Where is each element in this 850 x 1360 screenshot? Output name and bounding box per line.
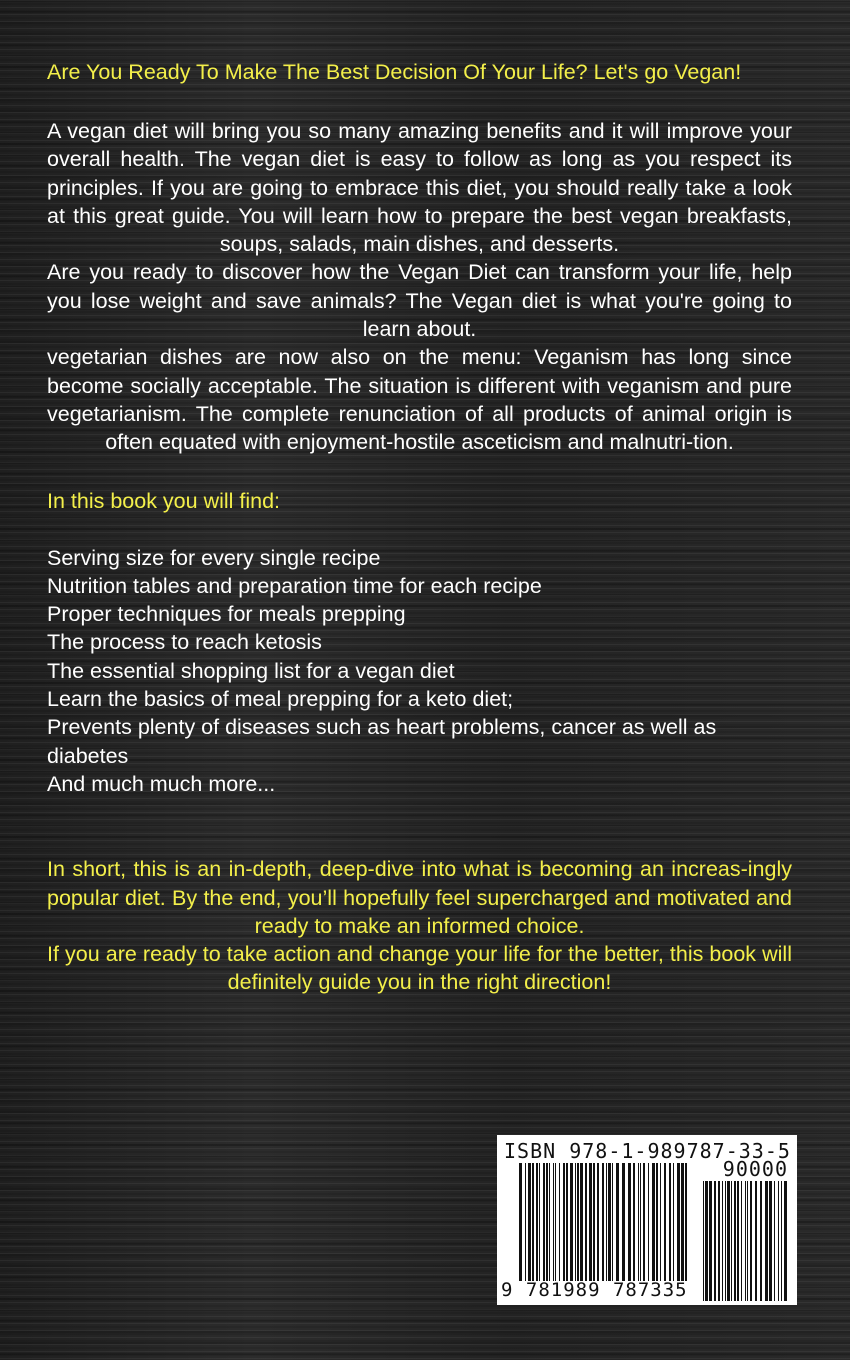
barcode-bar [741, 1181, 742, 1301]
list-item: Nutrition tables and preparation time for each recipe [47, 573, 542, 598]
barcode-bar [660, 1163, 661, 1281]
intro-paragraph-1: A vegan diet will bring you so many amazing benefits and it will improve your overall health. The vegan diet is easy to follow as long as you respect its principles. If you are going to embrace this diet, you should really take a look at this great guide. You will learn how to prepare the best vegan breakfasts, soups, salads, main dishes, and desserts. [47, 119, 792, 257]
barcode-bar [612, 1163, 613, 1281]
barcode-bar [616, 1163, 619, 1281]
barcode-bar [731, 1181, 732, 1301]
list-item: Proper techniques for meals prepping [47, 602, 406, 627]
closing-section [47, 855, 792, 996]
barcode-bar [543, 1163, 545, 1281]
barcode-bar [628, 1163, 631, 1281]
barcode-bar [737, 1181, 739, 1301]
barcode-bar [778, 1181, 779, 1301]
barcode-bar [656, 1163, 658, 1281]
barcode-bar [602, 1163, 604, 1281]
barcode-bar [570, 1163, 573, 1281]
intro-paragraph-3: vegetarian dishes are now also on the menu: Veganism has long since become socially acceptable. The situation is different with veganism and pure vegetarianism. The complete renunciation of all products of animal origin is often equated with enjoyment-hostile asceticism and malnutri-tion. [47, 345, 792, 455]
barcode-bar [705, 1181, 708, 1301]
barcode-bar [555, 1163, 556, 1281]
barcode-bar [784, 1181, 787, 1301]
barcode-bar [536, 1163, 538, 1281]
barcode-bar [718, 1181, 720, 1301]
barcode-bar [546, 1163, 548, 1281]
barcode-bar [765, 1181, 768, 1301]
barcode-bar [677, 1163, 680, 1281]
barcode-bar [681, 1163, 684, 1281]
barcode-bar [589, 1163, 592, 1281]
barcode-bar [643, 1163, 645, 1281]
barcode-bar [577, 1163, 579, 1281]
barcode-bar [745, 1181, 746, 1301]
barcode-bar [781, 1181, 782, 1301]
back-cover-text [47, 58, 792, 997]
barcode-bar [673, 1163, 674, 1281]
barcode-bar [519, 1163, 522, 1281]
barcode-bar [539, 1163, 540, 1281]
barcode-bar [725, 1181, 726, 1301]
barcode-bar [714, 1181, 716, 1301]
barcode-bar [585, 1163, 587, 1281]
barcode-bar [528, 1163, 531, 1281]
barcode-bar [669, 1163, 671, 1281]
barcode-bar [734, 1181, 736, 1301]
ean-digits: 9 781989 787335 [501, 1279, 688, 1301]
barcode-bar [685, 1163, 687, 1281]
price-code: 90000 [722, 1157, 788, 1181]
list-item: Learn the basics of meal prepping for a keto diet; [47, 687, 514, 712]
barcode-bar [747, 1181, 748, 1301]
headline: Are You Ready To Make The Best Decision Of Your Life? Let's go Vegan! [47, 60, 742, 84]
barcode-bar [652, 1163, 655, 1281]
barcode-bar [727, 1181, 730, 1301]
barcode-bar [760, 1181, 762, 1301]
barcode-bar [640, 1163, 641, 1281]
barcode-bar [664, 1163, 666, 1281]
list-item: And much much more... [47, 771, 276, 796]
closing-paragraph-1: In short, this is an in-depth, deep-dive into what is becoming an increas-ingly popular diet. By the end, you’ll hopefully feel supercharged and motivated and ready to make an informed choice. [47, 857, 792, 938]
barcode-bar [549, 1163, 550, 1281]
barcode-bar [532, 1163, 534, 1281]
barcode-bar [566, 1163, 568, 1281]
barcode-bar [703, 1181, 704, 1301]
barcode-bar [525, 1163, 526, 1281]
barcode-bar [633, 1163, 635, 1281]
feature-list [47, 544, 792, 799]
intro-paragraph-2: Are you ready to discover how the Vegan Diet can transform your life, help you lose weight and save animals? The Vegan diet is what you're going to learn about. [47, 260, 792, 342]
list-item: Serving size for every single recipe [47, 545, 381, 570]
barcode-bar [722, 1181, 723, 1301]
isbn-label: ISBN 978-1-989787-33-5 [504, 1139, 791, 1163]
barcode-bar [622, 1163, 625, 1281]
barcode-bar [648, 1163, 649, 1281]
barcode-bar [750, 1181, 752, 1301]
barcode-bar [608, 1163, 611, 1281]
barcode-bar [597, 1163, 599, 1281]
list-item: Prevents plenty of diseases such as heart problems, cancer as well as diabetes [47, 715, 717, 768]
barcode-bar [774, 1181, 775, 1301]
barcode-bar [769, 1181, 772, 1301]
barcode-bar [755, 1181, 757, 1301]
barcode-bar [553, 1163, 554, 1281]
barcode-bar [575, 1163, 576, 1281]
barcode-bar [638, 1163, 639, 1281]
barcode-bar [709, 1181, 712, 1301]
list-heading: In this book you will find: [47, 488, 281, 513]
closing-paragraph-2: If you are ready to take action and change your life for the better, this book will definitely guide you in the right direction! [47, 942, 792, 995]
intro-section [47, 117, 792, 457]
barcode-bar [563, 1163, 565, 1281]
barcode-bar [559, 1163, 560, 1281]
barcode-bar [580, 1163, 583, 1281]
list-item: The essential shopping list for a vegan diet [47, 658, 455, 683]
barcode-bar [606, 1163, 607, 1281]
barcode-bar [593, 1163, 595, 1281]
list-item: The process to reach ketosis [47, 630, 322, 655]
isbn-barcode [497, 1135, 797, 1305]
